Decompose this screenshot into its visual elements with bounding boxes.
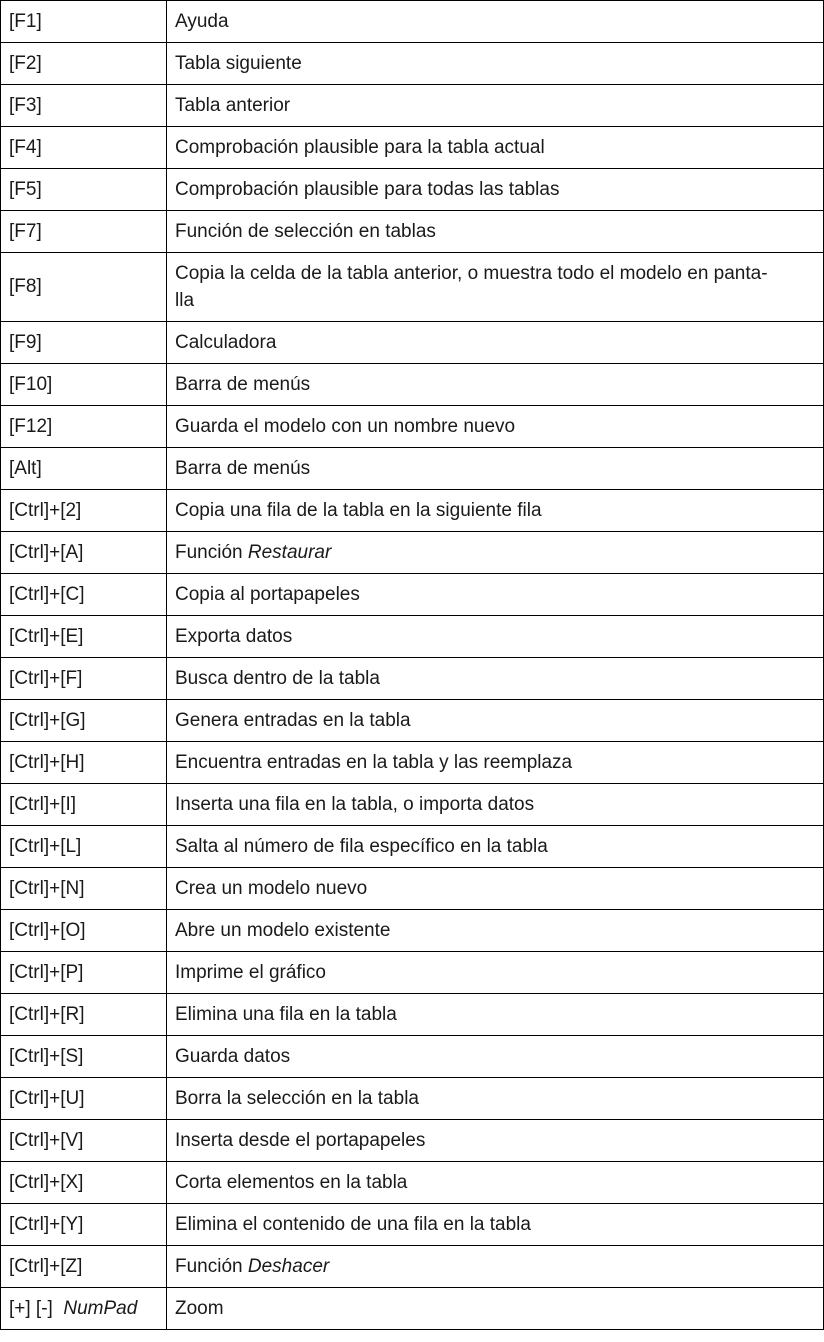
shortcut-description: Elimina una fila en la tabla — [167, 994, 824, 1036]
table-row — [1, 616, 824, 658]
shortcut-description — [167, 253, 824, 322]
table-row — [1, 1, 824, 43]
table-row — [1, 127, 824, 169]
key-emphasis: NumPad — [63, 1297, 138, 1319]
shortcut-description — [167, 532, 824, 574]
table-row — [1, 994, 824, 1036]
shortcut-key: [Ctrl]+[P] — [1, 952, 167, 994]
shortcut-key: [Ctrl]+[H] — [1, 742, 167, 784]
shortcut-key — [1, 1288, 167, 1330]
table-row — [1, 1078, 824, 1120]
shortcut-key: [Ctrl]+[I] — [1, 784, 167, 826]
shortcut-description: Comprobación plausible para todas las tablas — [167, 169, 824, 211]
shortcut-description: Borra la selección en la tabla — [167, 1078, 824, 1120]
table-row — [1, 1288, 824, 1330]
shortcut-description: Inserta desde el portapapeles — [167, 1120, 824, 1162]
table-row — [1, 1246, 824, 1288]
shortcut-key: [Ctrl]+[F] — [1, 658, 167, 700]
table-row — [1, 211, 824, 253]
key-text: [Ctrl]+[Z] — [9, 1255, 83, 1277]
shortcut-description — [167, 1246, 824, 1288]
shortcut-key: [Ctrl]+[A] — [1, 532, 167, 574]
description-emphasis: Restaurar — [247, 541, 332, 563]
description-line-2: lla — [175, 290, 195, 311]
shortcut-description: Copia al portapapeles — [167, 574, 824, 616]
table-row — [1, 1162, 824, 1204]
table-row — [1, 910, 824, 952]
shortcut-key: [F5] — [1, 169, 167, 211]
shortcut-description: Barra de menús — [167, 448, 824, 490]
shortcut-description: Imprime el gráfico — [167, 952, 824, 994]
shortcut-key — [1, 1246, 167, 1288]
shortcut-description: Comprobación plausible para la tabla actual — [167, 127, 824, 169]
shortcut-description: Barra de menús — [167, 364, 824, 406]
shortcut-key: [Ctrl]+[Y] — [1, 1204, 167, 1246]
shortcut-description: Zoom — [167, 1288, 824, 1330]
shortcut-key: [Ctrl]+[G] — [1, 700, 167, 742]
table-row — [1, 253, 824, 322]
shortcut-key: [Ctrl]+[R] — [1, 994, 167, 1036]
description-text: Función — [175, 541, 243, 563]
shortcut-description: Abre un modelo existente — [167, 910, 824, 952]
table-row — [1, 700, 824, 742]
shortcut-description: Exporta datos — [167, 616, 824, 658]
table-row — [1, 574, 824, 616]
table-row — [1, 85, 824, 127]
shortcut-key: [F10] — [1, 364, 167, 406]
table-row — [1, 826, 824, 868]
shortcut-description: Elimina el contenido de una fila en la tabla — [167, 1204, 824, 1246]
shortcut-description: Guarda datos — [167, 1036, 824, 1078]
description-text: Función — [175, 1255, 243, 1277]
shortcut-description: Tabla anterior — [167, 85, 824, 127]
table-row — [1, 742, 824, 784]
table-row — [1, 868, 824, 910]
table-row — [1, 1036, 824, 1078]
shortcut-key: [F9] — [1, 322, 167, 364]
shortcut-key: [Ctrl]+[X] — [1, 1162, 167, 1204]
shortcut-key: [F12] — [1, 406, 167, 448]
shortcut-key: [F1] — [1, 1, 167, 43]
shortcut-description: Corta elementos en la tabla — [167, 1162, 824, 1204]
shortcut-description: Copia una fila de la tabla en la siguiente fila — [167, 490, 824, 532]
table-row — [1, 784, 824, 826]
shortcut-key: [F8] — [1, 253, 167, 322]
shortcut-key: [F7] — [1, 211, 167, 253]
table-row — [1, 490, 824, 532]
table-row — [1, 952, 824, 994]
shortcut-key: [Ctrl]+[E] — [1, 616, 167, 658]
shortcut-key: [Ctrl]+[V] — [1, 1120, 167, 1162]
shortcut-key: [Ctrl]+[N] — [1, 868, 167, 910]
table-row — [1, 322, 824, 364]
shortcut-description: Guarda el modelo con un nombre nuevo — [167, 406, 824, 448]
shortcut-key: [Ctrl]+[U] — [1, 1078, 167, 1120]
shortcut-key: [Ctrl]+[C] — [1, 574, 167, 616]
shortcut-key: [F4] — [1, 127, 167, 169]
shortcut-key: [Ctrl]+[L] — [1, 826, 167, 868]
shortcut-description: Salta al número de fila específico en la tabla — [167, 826, 824, 868]
shortcut-key: [Ctrl]+[2] — [1, 490, 167, 532]
description-line-1: Copia la celda de la tabla anterior, o muestra todo el modelo en panta- — [175, 263, 768, 284]
table-row — [1, 532, 824, 574]
table-row — [1, 1204, 824, 1246]
table-row — [1, 169, 824, 211]
shortcut-key: [F2] — [1, 43, 167, 85]
shortcut-description: Función de selección en tablas — [167, 211, 824, 253]
table-row — [1, 658, 824, 700]
key-text: [+] [-] — [9, 1297, 53, 1319]
shortcut-key: [Ctrl]+[S] — [1, 1036, 167, 1078]
shortcut-key: [Ctrl]+[O] — [1, 910, 167, 952]
description-emphasis: Deshacer — [247, 1255, 330, 1277]
table-row — [1, 43, 824, 85]
table-row — [1, 406, 824, 448]
shortcut-description: Ayuda — [167, 1, 824, 43]
shortcut-description: Tabla siguiente — [167, 43, 824, 85]
shortcut-description: Crea un modelo nuevo — [167, 868, 824, 910]
table-row — [1, 1120, 824, 1162]
shortcut-description: Busca dentro de la tabla — [167, 658, 824, 700]
shortcut-description: Calculadora — [167, 322, 824, 364]
shortcut-key: [Alt] — [1, 448, 167, 490]
shortcut-description: Inserta una fila en la tabla, o importa datos — [167, 784, 824, 826]
shortcut-description: Encuentra entradas en la tabla y las reemplaza — [167, 742, 824, 784]
table-row — [1, 364, 824, 406]
shortcut-description: Genera entradas en la tabla — [167, 700, 824, 742]
table-row — [1, 448, 824, 490]
shortcut-key: [F3] — [1, 85, 167, 127]
